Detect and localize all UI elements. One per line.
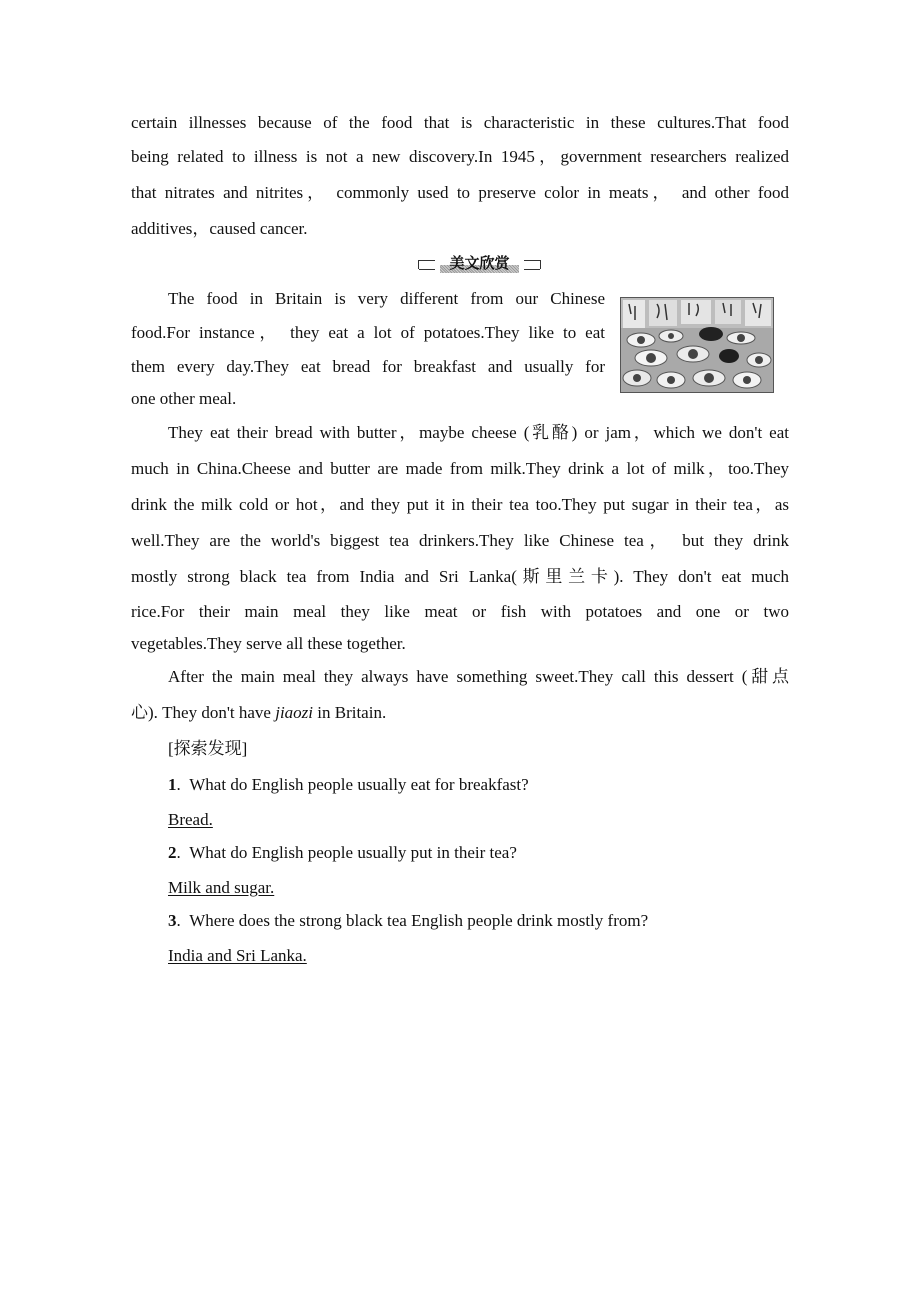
passage-p1-line-2: food.For instance， they eat a lot of potatoes.They like to eat: [131, 323, 605, 342]
question-3-text: Where does the strong black tea English people drink mostly from?: [189, 911, 649, 930]
question-2-number: 2: [168, 843, 177, 862]
passage-p2-line-1: They eat their bread with butter，maybe cheese (乳酪) or jam，which we don't eat: [168, 423, 789, 442]
passage-p1-line-1: The food in Britain is very different from our Chinese: [168, 289, 605, 308]
answer-1: Bread.: [168, 810, 213, 829]
question-3: [168, 911, 648, 931]
passage-p2-line-7: vegetables.They serve all these together.: [131, 634, 406, 653]
question-2-text: What do English people usually put in their tea?: [189, 843, 517, 862]
passage-p3-line-2-prefix: 心). They don't have: [131, 703, 276, 722]
question-number-dot: .: [176, 775, 190, 794]
question-1: [168, 775, 529, 795]
section-heading: [418, 253, 541, 275]
question-1-text: What do English people usually eat for breakfast?: [189, 775, 529, 794]
passage-p3-line-1: After the main meal they always have something sweet.They call this dessert (甜点: [168, 667, 789, 686]
answer-2: Milk and sugar.: [168, 878, 275, 897]
question-number-dot: .: [176, 843, 190, 862]
question-2: [168, 843, 517, 863]
intro-line-4: additives，caused cancer.: [131, 219, 308, 238]
passage-p2-line-3: drink the milk cold or hot，and they put it in their tea too.They put sugar in their tea，as: [131, 495, 789, 514]
passage-p2-line-2: much in China.Cheese and butter are made from milk.They drink a lot of milk，too.They: [131, 459, 789, 478]
jiaozi-italic: jiaozi: [275, 703, 314, 722]
passage-p3-line-2: [131, 703, 789, 723]
intro-line-1: certain illnesses because of the food that is characteristic in these cultures.That food: [131, 113, 789, 132]
food-photo: [620, 297, 774, 393]
passage-p1-line-3: them every day.They eat bread for breakfast and usually for: [131, 357, 605, 376]
intro-line-2: being related to illness is not a new discovery.In 1945，government researchers realized: [131, 147, 789, 166]
question-3-number: 3: [168, 911, 177, 930]
passage-p3-line-2-suffix: in Britain.: [313, 703, 387, 722]
intro-line-3: that nitrates and nitrites， commonly used to preserve color in meats， and other food: [131, 183, 789, 202]
passage-p2-line-4: well.They are the world's biggest tea drinkers.They like Chinese tea， but they drink: [131, 531, 789, 550]
section-heading-title: 美文欣赏: [449, 254, 510, 272]
question-number-dot: .: [176, 911, 190, 930]
passage-p2-line-5: mostly strong black tea from India and Sri Lanka(斯里兰卡). They don't eat much: [131, 567, 789, 586]
passage-p1-line-4: one other meal.: [131, 389, 237, 408]
answer-3: India and Sri Lanka.: [168, 946, 307, 965]
heading-bracket-right: [524, 260, 541, 269]
food-photo-illustration: [621, 298, 773, 392]
heading-bracket-left: [418, 260, 435, 269]
exploration-label: [探索发现]: [168, 739, 248, 758]
passage-p2-line-6: rice.For their main meal they like meat or fish with potatoes and one or two: [131, 602, 789, 621]
question-1-number: 1: [168, 775, 177, 794]
